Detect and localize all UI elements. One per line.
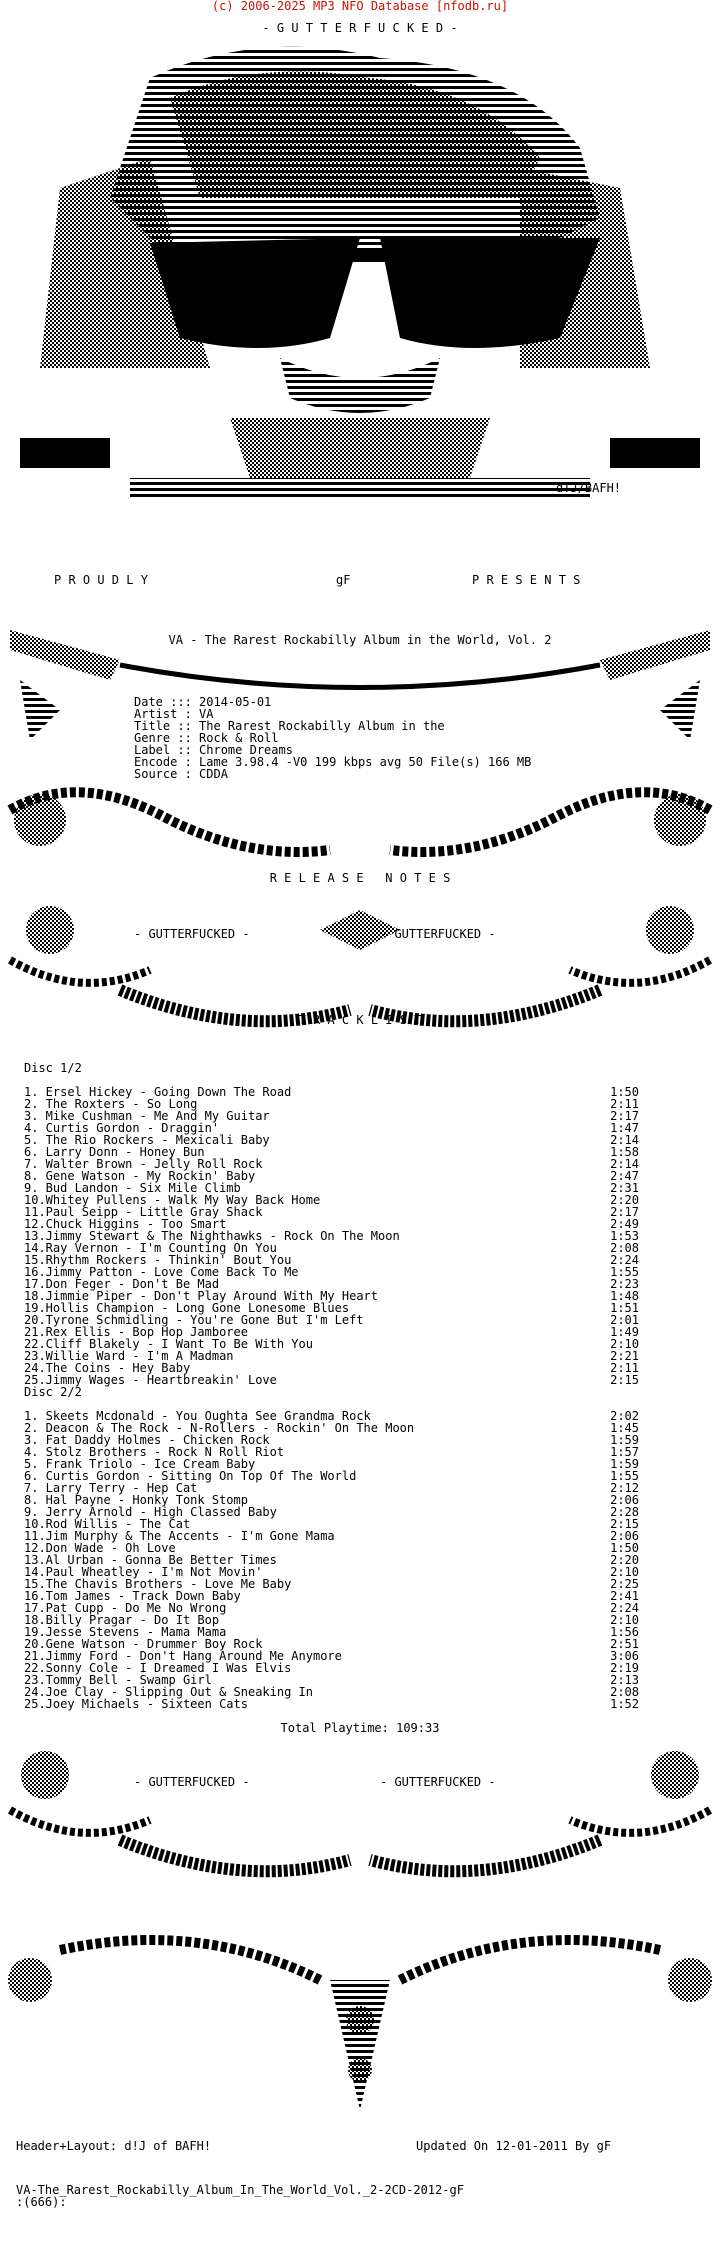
track-duration: 2:17 [610, 1109, 639, 1123]
track-title: 11.Jim Murphy & The Accents - I'm Gone Mama [24, 1529, 335, 1543]
presents-left: P R O U D L Y [54, 573, 148, 587]
presents-right: P R E S E N T S [472, 573, 581, 587]
track-duration: 2:10 [610, 1613, 639, 1627]
copyright-line[interactable]: (c) 2006-2025 MP3 NFO Database [nfodb.ru] [211, 0, 509, 13]
track-duration: 2:41 [610, 1589, 639, 1603]
track-duration: 2:12 [610, 1481, 639, 1495]
track-duration: 1:49 [610, 1325, 639, 1339]
signature: d!J/BAFH! [556, 481, 622, 495]
info-title: Title :: The Rarest Rockabilly Album in the [134, 719, 445, 733]
info-genre: Genre :: Rock & Roll [134, 731, 279, 745]
track-title: 20.Gene Watson - Drummer Boy Rock [24, 1637, 263, 1651]
track-duration: 2:14 [610, 1133, 639, 1147]
track-duration: 2:20 [610, 1193, 639, 1207]
track-duration: 2:13 [610, 1673, 639, 1687]
release-filename: VA-The_Rarest_Rockabilly_Album_In_The_World_Vol._2-2CD-2012-gF [16, 2183, 464, 2197]
divider-label-right: - GUTTERFUCKED - [380, 927, 496, 941]
track-title: 3. Mike Cushman - Me And My Guitar [24, 1109, 270, 1123]
track-duration: 2:19 [610, 1661, 639, 1675]
track-title: 15.The Chavis Brothers - Love Me Baby [24, 1577, 292, 1591]
track-title: 22.Cliff Blakely - I Want To Be With You [24, 1337, 313, 1351]
track-title: 17.Don Feger - Don't Be Mad [24, 1277, 220, 1291]
track-duration: 1:58 [610, 1145, 639, 1159]
track-title: 10.Rod Willis - The Cat [24, 1517, 191, 1531]
track-title: 7. Walter Brown - Jelly Roll Rock [24, 1157, 263, 1171]
info-source: Source : CDDA [134, 767, 228, 781]
track-duration: 2:08 [610, 1685, 639, 1699]
track-title: 12.Don Wade - Oh Love [24, 1541, 176, 1555]
tracklist-heading: T R A C K L I S T [298, 1013, 422, 1027]
release-title: VA - The Rarest Rockabilly Album in the World, Vol. 2 [168, 633, 552, 647]
track-duration: 1:55 [610, 1265, 639, 1279]
track-title: 25.Jimmy Wages - Heartbreakin' Love [24, 1373, 277, 1387]
presents-mid: gF [336, 573, 351, 587]
track-duration: 2:15 [610, 1373, 639, 1387]
track-duration: 2:01 [610, 1313, 639, 1327]
disc1-label: Disc 1/2 [24, 1061, 82, 1075]
track-duration: 1:53 [610, 1229, 639, 1243]
track-title: 9. Bud Landon - Six Mile Climb [24, 1181, 241, 1195]
track-duration: 2:02 [610, 1409, 639, 1423]
track-row [24, 1698, 639, 1710]
track-duration: 2:49 [610, 1217, 639, 1231]
track-duration: 1:56 [610, 1625, 639, 1639]
track-title: 23.Willie Ward - I'm A Madman [24, 1349, 234, 1363]
track-title: 10.Whitey Pullens - Walk My Way Back Home [24, 1193, 321, 1207]
track-duration: 2:31 [610, 1181, 639, 1195]
track-title: 8. Hal Payne - Honky Tonk Stomp [24, 1493, 248, 1507]
footer-divider-label-right: - GUTTERFUCKED - [380, 1775, 496, 1789]
track-duration: 2:08 [610, 1241, 639, 1255]
track-title: 2. The Roxters - So Long [24, 1097, 198, 1111]
track-title: 7. Larry Terry - Hep Cat [24, 1481, 198, 1495]
face-ascii-art [0, 38, 720, 508]
track-title: 11.Paul Seipp - Little Gray Shack [24, 1205, 263, 1219]
track-duration: 3:06 [610, 1649, 639, 1663]
track-title: 8. Gene Watson - My Rockin' Baby [24, 1169, 256, 1183]
track-title: 19.Jesse Stevens - Mama Mama [24, 1625, 227, 1639]
track-title: 16.Jimmy Patton - Love Come Back To Me [24, 1265, 299, 1279]
track-title: 16.Tom James - Track Down Baby [24, 1589, 241, 1603]
track-title: 14.Paul Wheatley - I'm Not Movin' [24, 1565, 263, 1579]
track-duration: 1:57 [610, 1445, 639, 1459]
footer-divider-label-left: - GUTTERFUCKED - [134, 1775, 250, 1789]
info-artist: Artist : VA [134, 707, 214, 721]
track-row [24, 1374, 639, 1386]
track-duration: 2:20 [610, 1553, 639, 1567]
track-duration: 1:59 [610, 1457, 639, 1471]
track-duration: 1:50 [610, 1085, 639, 1099]
track-duration: 2:47 [610, 1169, 639, 1183]
track-duration: 2:23 [610, 1277, 639, 1291]
track-title: 2. Deacon & The Rock - N-Rollers - Rockin' On The Moon [24, 1421, 415, 1435]
info-date: Date ::: 2014-05-01 [134, 695, 272, 709]
track-title: 3. Fat Daddy Holmes - Chicken Rock [24, 1433, 270, 1447]
track-duration: 2:15 [610, 1517, 639, 1531]
track-duration: 1:48 [610, 1289, 639, 1303]
track-title: 1. Skeets Mcdonald - You Oughta See Grandma Rock [24, 1409, 371, 1423]
track-title: 20.Tyrone Schmidling - You're Gone But I'm Left [24, 1313, 364, 1327]
track-title: 15.Rhythm Rockers - Thinkin' Bout You [24, 1253, 292, 1267]
track-title: 4. Stolz Brothers - Rock N Roll Riot [24, 1445, 285, 1459]
track-title: 13.Al Urban - Gonna Be Better Times [24, 1553, 277, 1567]
track-title: 17.Pat Cupp - Do Me No Wrong [24, 1601, 227, 1615]
track-title: 19.Hollis Champion - Long Gone Lonesome Blues [24, 1301, 350, 1315]
track-duration: 2:24 [610, 1601, 639, 1615]
footer-credit: Header+Layout: d!J of BAFH! [16, 2139, 212, 2153]
release-notes-heading: R E L E A S E N O T E S [269, 871, 451, 885]
track-title: 6. Larry Donn - Honey Bun [24, 1145, 205, 1159]
track-title: 4. Curtis Gordon - Draggin' [24, 1121, 220, 1135]
info-label: Label :: Chrome Dreams [134, 743, 293, 757]
track-title: 23.Tommy Bell - Swamp Girl [24, 1673, 212, 1687]
track-title: 21.Rex Ellis - Bop Hop Jamboree [24, 1325, 248, 1339]
track-duration: 2:24 [610, 1253, 639, 1267]
track-duration: 2:06 [610, 1529, 639, 1543]
total-playtime: Total Playtime: 109:33 [280, 1721, 440, 1735]
group-banner: - G U T T E R F U C K E D - [262, 21, 458, 35]
track-duration: 2:06 [610, 1493, 639, 1507]
track-title: 9. Jerry Arnold - High Classed Baby [24, 1505, 277, 1519]
track-duration: 1:55 [610, 1469, 639, 1483]
track-title: 18.Jimmie Piper - Don't Play Around With My Heart [24, 1289, 379, 1303]
track-title: 1. Ersel Hickey - Going Down The Road [24, 1085, 292, 1099]
track-duration: 1:45 [610, 1421, 639, 1435]
track-title: 5. The Rio Rockers - Mexicali Baby [24, 1133, 270, 1147]
track-duration: 1:50 [610, 1541, 639, 1555]
track-duration: 2:11 [610, 1097, 639, 1111]
info-frame-ornament [0, 620, 720, 880]
track-title: 6. Curtis Gordon - Sitting On Top Of The World [24, 1469, 357, 1483]
track-title: 21.Jimmy Ford - Don't Hang Around Me Anymore [24, 1649, 342, 1663]
track-title: 24.Joe Clay - Slipping Out & Sneaking In [24, 1685, 313, 1699]
track-duration: 2:21 [610, 1349, 639, 1363]
flower-divider-ornament [0, 900, 720, 1050]
track-duration: 2:10 [610, 1337, 639, 1351]
info-encode: Encode : Lame 3.98.4 -V0 199 kbps avg 50 File(s) 166 MB [134, 755, 532, 769]
divider-label-left: - GUTTERFUCKED - [134, 927, 250, 941]
track-duration: 2:28 [610, 1505, 639, 1519]
track-duration: 1:51 [610, 1301, 639, 1315]
footer-updated: Updated On 12-01-2011 By gF [416, 2139, 612, 2153]
track-duration: 2:11 [610, 1361, 639, 1375]
track-duration: 2:14 [610, 1157, 639, 1171]
track-title: 5. Frank Triolo - Ice Cream Baby [24, 1457, 256, 1471]
track-duration: 2:51 [610, 1637, 639, 1651]
track-title: 12.Chuck Higgins - Too Smart [24, 1217, 227, 1231]
track-duration: 2:25 [610, 1577, 639, 1591]
track-duration: 1:52 [610, 1697, 639, 1711]
track-duration: 1:59 [610, 1433, 639, 1447]
disc2-label: Disc 2/2 [24, 1385, 82, 1399]
track-title: 25.Joey Michaels - Sixteen Cats [24, 1697, 248, 1711]
track-duration: 2:10 [610, 1565, 639, 1579]
group-tag: :(666): [16, 2195, 67, 2209]
track-title: 22.Sonny Cole - I Dreamed I Was Elvis [24, 1661, 292, 1675]
footer-ornament [0, 1750, 720, 2130]
track-duration: 1:47 [610, 1121, 639, 1135]
track-title: 13.Jimmy Stewart & The Nighthawks - Rock On The Moon [24, 1229, 400, 1243]
track-title: 18.Billy Pragar - Do It Bop [24, 1613, 220, 1627]
track-title: 14.Ray Vernon - I'm Counting On You [24, 1241, 277, 1255]
track-title: 24.The Coins - Hey Baby [24, 1361, 191, 1375]
track-duration: 2:17 [610, 1205, 639, 1219]
